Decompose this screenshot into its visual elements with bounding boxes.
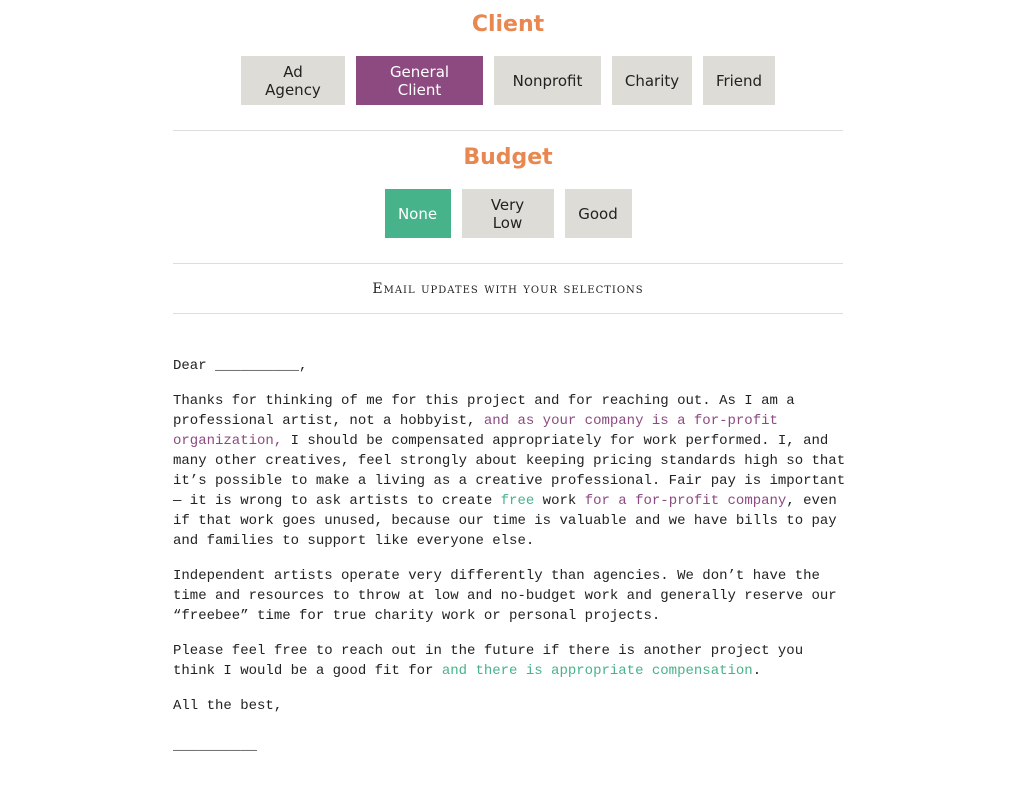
client-conditional-text: and as your company is a for-profit organization, — [173, 413, 778, 449]
client-conditional-text: for a for-profit company — [584, 493, 787, 509]
letter-body — [173, 356, 853, 771]
divider — [173, 263, 843, 264]
client-heading: Client — [471, 12, 545, 37]
letter-paragraph-3 — [173, 641, 853, 681]
letter-text: Please feel free to reach out in the future if there is another project you think I would be a good fit for — [173, 643, 804, 679]
client-options — [173, 56, 843, 105]
divider — [173, 130, 843, 131]
budget-option-none[interactable]: None — [385, 189, 451, 238]
budget-conditional-text: free — [500, 493, 535, 509]
budget-heading: Budget — [463, 145, 553, 170]
letter-text: work — [534, 493, 585, 509]
budget-option-good[interactable]: Good — [565, 189, 632, 238]
budget-option-very-low[interactable]: Very Low — [462, 189, 554, 238]
letter-text: Thanks for thinking of me for this project and for reaching out. As I am a professional artist, not a hobbyist, — [173, 393, 795, 429]
client-option-friend[interactable]: Friend — [703, 56, 775, 105]
budget-conditional-text: and there is appropriate compensation — [441, 663, 753, 679]
divider — [173, 313, 843, 314]
client-option-general-client[interactable]: General Client — [356, 56, 483, 105]
budget-options — [173, 189, 843, 238]
client-option-ad-agency[interactable]: Ad Agency — [241, 56, 345, 105]
budget-section — [173, 145, 843, 170]
client-section — [173, 12, 843, 37]
letter-signature: __________ — [173, 738, 258, 754]
letter-text: . — [752, 663, 762, 679]
email-updates-link[interactable]: Email updates with your selections — [372, 281, 644, 297]
letter-paragraph-1 — [173, 391, 853, 551]
letter-text: , even if that work goes unused, because our time is valuable and we have bills to pay and families to support like everyone else. — [173, 493, 837, 549]
letter-salutation: Dear __________, — [173, 358, 308, 374]
letter-paragraph-2: Independent artists operate very differently than agencies. We don’t have the time and resources to throw at low and no-budget work and generally reserve our “freebee” time for true charity work or personal projects. — [173, 568, 837, 624]
client-option-charity[interactable]: Charity — [612, 56, 692, 105]
letter-closing: All the best, — [173, 698, 283, 714]
letter-text: I should be compensated appropriately for work performed. I, and many other creatives, feel strongly about keeping pricing standards high so that it’s possible to make a living as a creative professional. Fair pay is important — it is wrong to ask artists to create — [173, 433, 846, 509]
client-option-nonprofit[interactable]: Nonprofit — [494, 56, 601, 105]
